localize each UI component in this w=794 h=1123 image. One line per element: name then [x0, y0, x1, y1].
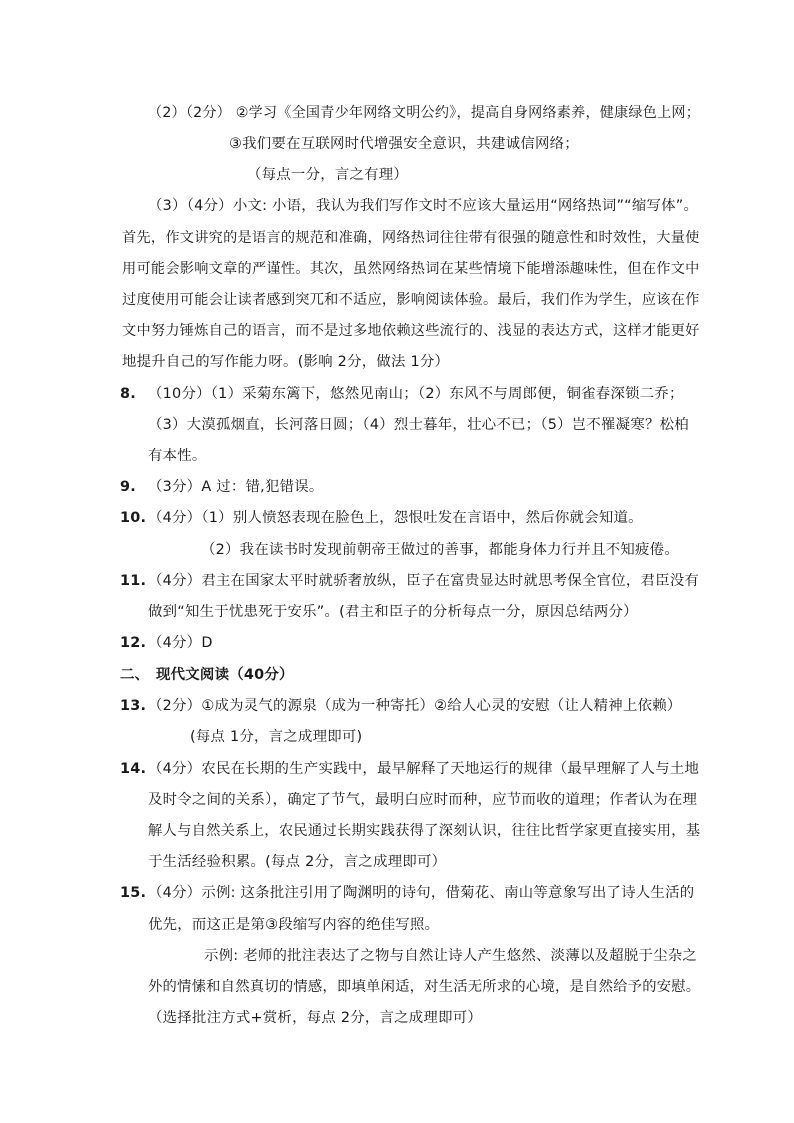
q12-number: 12.	[120, 635, 147, 651]
q15-example2-line1: 示例: 老师的批注表达了之物与自然让诗人产生悠然、淡薄以及超脱于尘杂之	[204, 948, 698, 964]
q11-line1: （4分）君主在国家太平时就骄奢放纵，臣子在富贵显达时就思考保全官位，君臣没有	[148, 573, 700, 589]
q14-line4: 于生活经验积累。(每点 2分，言之成理即可）	[148, 854, 447, 870]
q15-number: 15.	[120, 885, 147, 901]
q8-line2: （3）大漠孤烟直，长河落日圆；（4）烈士暮年，壮心不已；（5）岂不罹凝寒？松柏	[148, 417, 689, 433]
q15-line2: 优先，而这正是第③段缩写内容的绝佳写照。	[148, 917, 440, 933]
q14-number: 14.	[120, 761, 147, 777]
q7-part2-line2: ③我们要在互联网时代增强安全意识，共建诚信网络；	[229, 136, 579, 152]
q13-line2: (每点 1分，言之成理即可)	[190, 729, 363, 745]
q7-part3-line3: 用可能会影响文章的严谨性。其次，虽然网络热词在某些情境下能增添趣味性，但在作文中	[122, 261, 700, 277]
q7-part3-line4: 过度使用可能会让读者感到突兀和不适应，影响阅读体验。最后，我们作为学生，应该在作	[122, 292, 700, 308]
q9-answer: （3分）A 过：错,犯错误。	[148, 479, 324, 495]
section2-number: 二、	[120, 667, 150, 683]
q11-line2: 做到“知生于忧患死于安乐”。(君主和臣子的分析每点一分，原因总结两分）	[148, 604, 638, 620]
q10-line1: （4分）（1）别人愤怒表现在脸色上，怨恨吐发在言语中，然后你就会知道。	[148, 510, 643, 526]
q8-line1: （10分）（1）采菊东篱下，悠然见南山；（2）东风不与周郎便，铜雀春深锁二乔；	[148, 386, 684, 402]
q14-line2: 及时令之间的关系），确定了节气，最明白应时而种，应节而收的道理；作者认为在理	[148, 792, 698, 808]
q7-part2-note: （每点一分，言之有理）	[247, 167, 409, 183]
q8-line3: 有本性。	[148, 448, 207, 464]
q9-number: 9.	[120, 479, 136, 495]
q13-number: 13.	[120, 698, 147, 714]
q15-note: （选择批注方式+赏析，每点 2分，言之成理即可）	[148, 1010, 482, 1026]
q12-answer: （4分）D	[148, 635, 213, 651]
q10-line2: （2）我在读书时发现前朝帝王做过的善事，都能身体力行并且不知疲倦。	[201, 542, 679, 558]
q14-line1: （4分）农民在长期的生产实践中，最早解释了天地运行的规律（最早理解了人与土地	[148, 761, 700, 777]
q11-number: 11.	[120, 573, 147, 589]
section2-title: 现代文阅读（40分）	[156, 667, 294, 683]
q10-number: 10.	[120, 510, 147, 526]
q7-part3-line6: 地提升自己的写作能力呀。(影响 2分，做法 1分）	[122, 354, 450, 370]
q14-line3: 解人与自然关系上，农民通过长期实践获得了深刻认识，往往比哲学家更直接实用，基	[148, 823, 701, 839]
q7-part3-line1: （3）（4分）小文: 小语，我认为我们写作文时不应该大量运用“网络热词”“缩写体”。	[148, 198, 699, 214]
q15-line1: （4分）示例: 这条批注引用了陶渊明的诗句，借菊花、南山等意象写出了诗人生活的	[148, 885, 695, 901]
q7-part3-line5: 文中努力锤炼自己的语言，而不是过多地依赖这些流行的、浅显的表达方式，这样才能更好	[122, 323, 700, 339]
q8-number: 8.	[120, 386, 136, 402]
q7-part2-line1: （2）（2分） ②学习《全国青少年网络文明公约》，提高自身网络素养，健康绿色上网；	[148, 105, 701, 121]
q13-line1: （2分）①成为灵气的源泉（成为一种寄托）②给人心灵的安慰（让人精神上依赖）	[148, 698, 682, 714]
q15-example2-line2: 外的情愫和自然真切的情感，即填单闲适，对生活无所求的心境，是自然给予的安慰。	[148, 979, 701, 995]
q7-part3-line2: 首先，作文讲究的是语言的规范和准确，网络热词往往带有很强的随意性和时效性，大量使	[122, 230, 700, 246]
